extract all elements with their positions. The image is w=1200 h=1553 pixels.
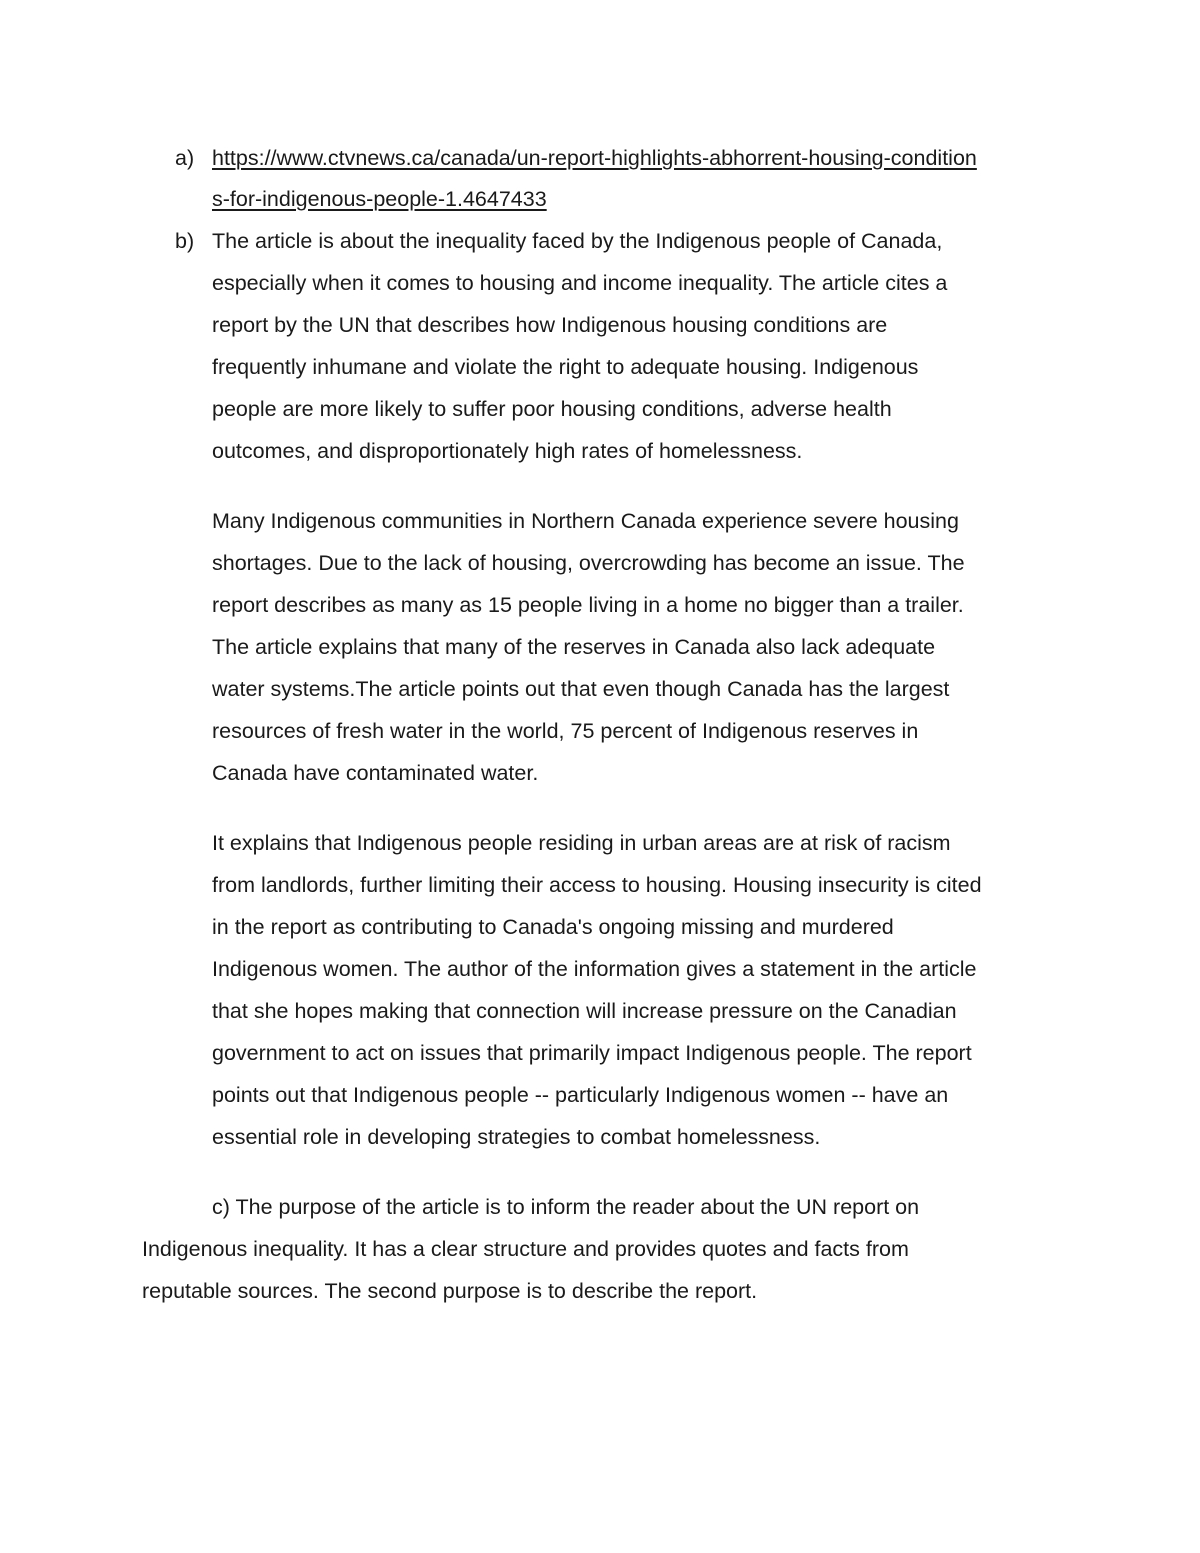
body-line: shortages. Due to the lack of housing, overcrowding has become an issue. The xyxy=(212,551,965,575)
body-line: Many Indigenous communities in Northern Canada experience severe housing xyxy=(212,509,959,533)
body-line: people are more likely to suffer poor housing conditions, adverse health xyxy=(212,397,892,421)
body-line: report by the UN that describes how Indigenous housing conditions are xyxy=(212,313,888,337)
body-line: water systems.The article points out that even though Canada has the largest xyxy=(212,677,950,701)
body-line: essential role in developing strategies to combat homelessness. xyxy=(212,1125,821,1149)
body-line: c) The purpose of the article is to inform the reader about the UN report on xyxy=(212,1195,920,1219)
body-line: points out that Indigenous people -- particularly Indigenous women -- have an xyxy=(212,1083,949,1107)
body-line: frequently inhumane and violate the right to adequate housing. Indigenous xyxy=(212,355,919,379)
item-b-marker: b) xyxy=(175,229,195,253)
body-line: especially when it comes to housing and income inequality. The article cites a xyxy=(212,271,948,295)
body-line: It explains that Indigenous people residing in urban areas are at risk of racism xyxy=(212,831,951,855)
body-line: report describes as many as 15 people living in a home no bigger than a trailer. xyxy=(212,593,964,617)
body-line: outcomes, and disproportionately high rates of homelessness. xyxy=(212,439,803,463)
body-line: Indigenous inequality. It has a clear structure and provides quotes and facts from xyxy=(142,1237,909,1261)
body-line: that she hopes making that connection will increase pressure on the Canadian xyxy=(212,999,957,1023)
body-line: government to act on issues that primarily impact Indigenous people. The report xyxy=(212,1041,972,1065)
body-line: resources of fresh water in the world, 75 percent of Indigenous reserves in xyxy=(212,719,919,743)
body-line: in the report as contributing to Canada's ongoing missing and murdered xyxy=(212,915,894,939)
body-line: Indigenous women. The author of the information gives a statement in the article xyxy=(212,957,977,981)
article-link-line-1[interactable]: https://www.ctvnews.ca/canada/un-report-highlights-abhorrent-housing-condition xyxy=(212,146,977,170)
body-line: from landlords, further limiting their access to housing. Housing insecurity is cited xyxy=(212,873,982,897)
body-line: Canada have contaminated water. xyxy=(212,761,539,785)
body-line: The article explains that many of the reserves in Canada also lack adequate xyxy=(212,635,936,659)
body-line: reputable sources. The second purpose is to describe the report. xyxy=(142,1279,758,1303)
item-a-marker: a) xyxy=(175,146,195,170)
body-line: The article is about the inequality faced by the Indigenous people of Canada, xyxy=(212,229,943,253)
article-link-line-2[interactable]: s-for-indigenous-people-1.4647433 xyxy=(212,187,547,211)
